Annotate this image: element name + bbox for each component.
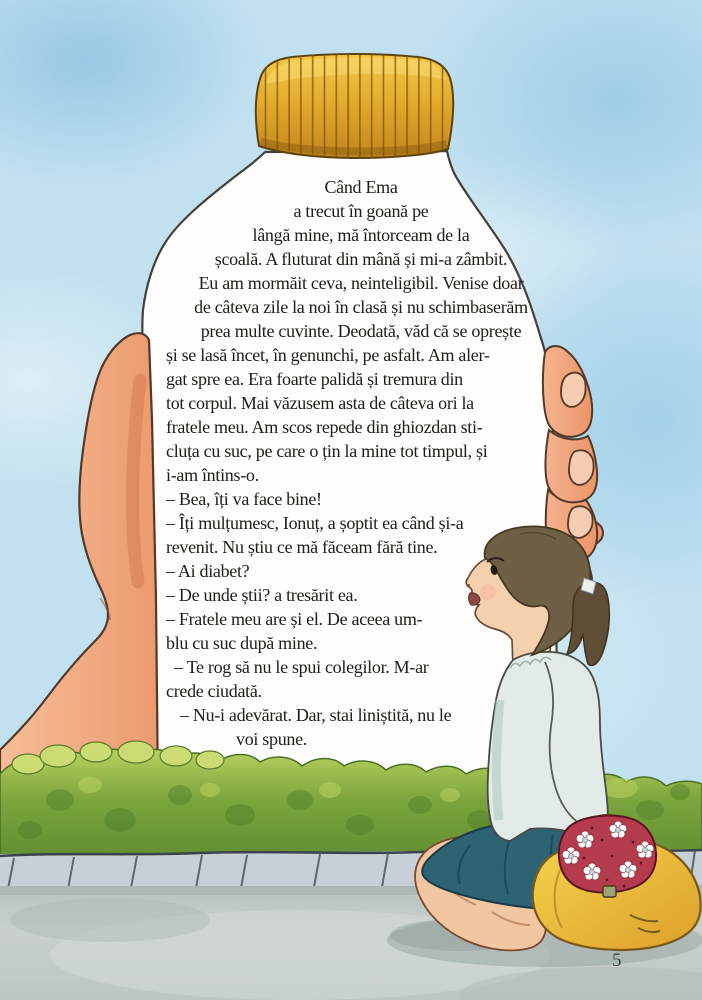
story-line: fratele meu. Am scos repede din ghiozdan sti- xyxy=(166,417,483,437)
left-hand-thumb-arm xyxy=(0,333,158,792)
story-line: – Îți mulțumesc, Ionuț, a șoptit ea când și-a xyxy=(166,513,464,533)
story-text xyxy=(166,175,556,751)
story-line: de câteva zile la noi în clasă și nu schimbaserăm xyxy=(194,297,528,317)
story-line: blu cu suc după mine. xyxy=(166,633,318,653)
story-line: i-am întins-o. xyxy=(166,465,259,485)
story-line: revenit. Nu știu ce mă făceam fără tine. xyxy=(166,537,438,557)
page-number: 5 xyxy=(612,950,622,971)
bottle-cap xyxy=(256,54,453,158)
story-line: – Fratele meu are și el. De aceea um- xyxy=(166,609,423,629)
story-line: și se lasă încet, în genunchi, pe asfalt. Am aler- xyxy=(166,345,490,365)
story-line: gat spre ea. Era foarte palidă și tremura din xyxy=(166,369,463,389)
story-line: crede ciudată. xyxy=(166,681,262,701)
story-line: Eu am mormăit ceva, neinteligibil. Venise doar xyxy=(198,273,524,293)
story-line: – De unde știi? a tresărit ea. xyxy=(166,585,358,605)
story-line: tot corpul. Mai văzusem asta de câteva ori la xyxy=(166,393,474,413)
story-line: a trecut în goană pe xyxy=(293,201,429,221)
story-line: cluța cu suc, pe care o țin la mine tot timpul, și xyxy=(166,441,488,461)
story-line: voi spune. xyxy=(236,729,307,749)
story-line: – Ai diabet? xyxy=(166,561,250,581)
story-line: Când Ema xyxy=(324,177,398,197)
story-line: – Nu-i adevărat. Dar, stai liniștită, nu le xyxy=(180,705,452,725)
story-line: prea multe cuvinte. Deodată, văd că se oprește xyxy=(200,321,522,341)
bag-clasp xyxy=(603,886,616,897)
story-line: școală. A fluturat din mână și mi-a zâmbit. xyxy=(214,249,508,269)
story-line: – Te rog să nu le spui colegilor. M-ar xyxy=(174,657,429,677)
story-line: – Bea, îți va face bine! xyxy=(166,489,322,509)
story-line: lângă mine, mă întorceam de la xyxy=(252,225,470,245)
